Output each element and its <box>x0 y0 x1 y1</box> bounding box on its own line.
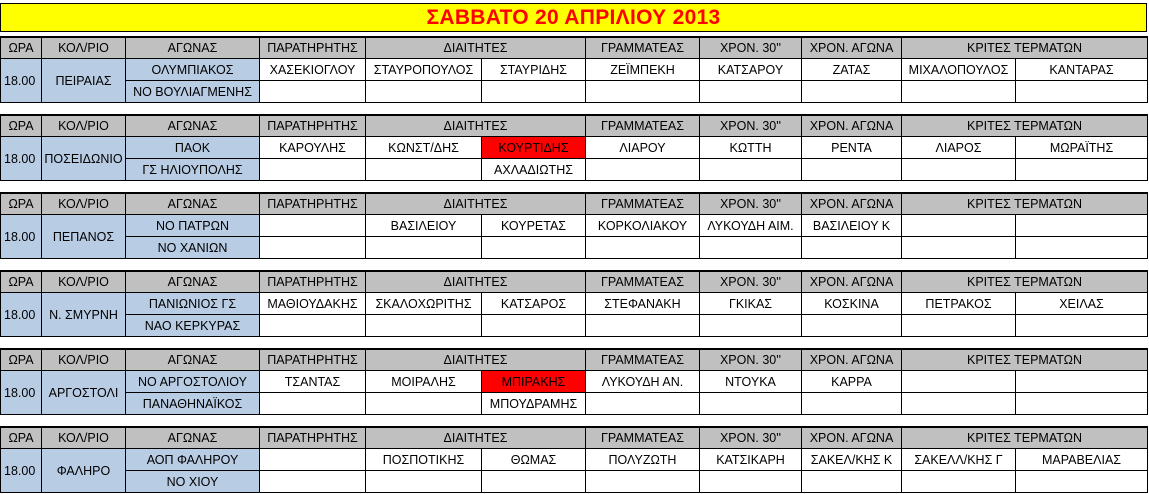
header-observer: ΠΑΡΑΤΗΡΗΤΗΣ <box>260 115 366 137</box>
timer30-cell: ΚΑΤΣΑΡΟΥ <box>700 59 802 81</box>
match-row-1 <box>1 449 1148 471</box>
match-time: 18.00 <box>1 215 42 259</box>
header-secretary: ΓΡΑΜΜΑΤΕΑΣ <box>586 193 700 215</box>
empty-cell <box>1016 315 1148 337</box>
match-timer-cell: ΒΑΣΙΛΕΙΟΥ Κ <box>802 215 902 237</box>
empty-cell <box>586 471 700 493</box>
header-pool: ΚΟΛ/ΡΙΟ <box>42 193 126 215</box>
empty-cell <box>700 237 802 259</box>
team-away: ΝΟ ΧΑΝΙΩΝ <box>126 237 260 259</box>
empty-cell <box>902 159 1016 181</box>
header-goal-judges: ΚΡΙΤΕΣ ΤΕΡΜΑΤΩΝ <box>902 193 1148 215</box>
observer-cell: ΚΑΡΟΥΛΗΣ <box>260 137 366 159</box>
header-goal-judges: ΚΡΙΤΕΣ ΤΕΡΜΑΤΩΝ <box>902 349 1148 371</box>
match-timer-cell: ΣΑΚΕΛ/ΚΗΣ Κ <box>802 449 902 471</box>
team-away: ΓΣ ΗΛΙΟΥΠΟΛΗΣ <box>126 159 260 181</box>
team-home: ΟΛΥΜΠΙΑΚΟΣ <box>126 59 260 81</box>
empty-cell <box>802 159 902 181</box>
empty-cell <box>366 237 482 259</box>
empty-cell <box>366 81 482 103</box>
header-secretary: ΓΡΑΜΜΑΤΕΑΣ <box>586 115 700 137</box>
empty-cell <box>902 393 1016 415</box>
secretary-cell: ΠΟΛΥΖΩΤΗ <box>586 449 700 471</box>
header-match-timer: ΧΡΟΝ. ΑΓΩΝΑ <box>802 37 902 59</box>
header-pool: ΚΟΛ/ΡΙΟ <box>42 115 126 137</box>
header-row <box>1 427 1148 449</box>
match-block <box>0 426 1148 493</box>
match-row-1 <box>1 215 1148 237</box>
team-home: ΠΑΟΚ <box>126 137 260 159</box>
match-row-1 <box>1 137 1148 159</box>
observer-cell <box>260 215 366 237</box>
empty-cell <box>902 315 1016 337</box>
secretary-cell: ΛΥΚΟΥΔΗ ΑΝ. <box>586 371 700 393</box>
empty-cell <box>366 393 482 415</box>
team-home: ΝΟ ΠΑΤΡΩΝ <box>126 215 260 237</box>
empty-cell <box>260 159 366 181</box>
header-match: ΑΓΩΝΑΣ <box>126 349 260 371</box>
header-match-timer: ΧΡΟΝ. ΑΓΩΝΑ <box>802 115 902 137</box>
match-row-2 <box>1 81 1148 103</box>
header-timer30: ΧΡΟΝ. 30'' <box>700 115 802 137</box>
header-row <box>1 349 1148 371</box>
goal-judge-2-cell: ΜΑΡΑΒΕΛΙΑΣ <box>1016 449 1148 471</box>
header-goal-judges: ΚΡΙΤΕΣ ΤΕΡΜΑΤΩΝ <box>902 271 1148 293</box>
referee-3-cell <box>482 471 586 493</box>
match-timer-cell: ΖΑΤΑΣ <box>802 59 902 81</box>
referee-3-cell: ΜΠΟΥΔΡΑΜΗΣ <box>482 393 586 415</box>
empty-cell <box>586 159 700 181</box>
referee-1-cell: ΚΩΝΣΤ/ΔΗΣ <box>366 137 482 159</box>
match-block <box>0 192 1148 259</box>
match-row-1 <box>1 371 1148 393</box>
referee-3-cell <box>482 81 586 103</box>
header-observer: ΠΑΡΑΤΗΡΗΤΗΣ <box>260 193 366 215</box>
referee-1-cell: ΜΟΙΡΑΛΗΣ <box>366 371 482 393</box>
empty-cell <box>700 393 802 415</box>
pool-name: ΠΕΙΡΑΙΑΣ <box>42 59 126 103</box>
observer-cell: ΜΑΘΙΟΥΔΑΚΗΣ <box>260 293 366 315</box>
header-match: ΑΓΩΝΑΣ <box>126 427 260 449</box>
empty-cell <box>802 471 902 493</box>
empty-cell <box>1016 471 1148 493</box>
referee-2-cell: ΚΟΥΡΤΙΔΗΣ <box>482 137 586 159</box>
referee-3-cell <box>482 315 586 337</box>
pool-name: ΠΟΣΕΙΔΩΝΙΟ <box>42 137 126 181</box>
header-timer30: ΧΡΟΝ. 30'' <box>700 427 802 449</box>
empty-cell <box>260 81 366 103</box>
header-row <box>1 37 1148 59</box>
timer30-cell: ΚΑΤΣΙΚΑΡΗ <box>700 449 802 471</box>
header-match: ΑΓΩΝΑΣ <box>126 271 260 293</box>
empty-cell <box>366 159 482 181</box>
match-row-2 <box>1 237 1148 259</box>
goal-judge-2-cell: ΚΑΝΤΑΡΑΣ <box>1016 59 1148 81</box>
header-timer30: ΧΡΟΝ. 30'' <box>700 193 802 215</box>
header-secretary: ΓΡΑΜΜΑΤΕΑΣ <box>586 427 700 449</box>
header-match-timer: ΧΡΟΝ. ΑΓΩΝΑ <box>802 193 902 215</box>
empty-cell <box>802 81 902 103</box>
empty-cell <box>902 237 1016 259</box>
team-home: ΝΟ ΑΡΓΟΣΤΟΛΙΟΥ <box>126 371 260 393</box>
match-row-1 <box>1 293 1148 315</box>
secretary-cell: ΖΕΪΜΠΕΚΗ <box>586 59 700 81</box>
header-pool: ΚΟΛ/ΡΙΟ <box>42 271 126 293</box>
empty-cell <box>586 237 700 259</box>
team-home: ΠΑΝΙΩΝΙΟΣ ΓΣ <box>126 293 260 315</box>
secretary-cell: ΚΟΡΚΟΛΙΑΚΟΥ <box>586 215 700 237</box>
empty-cell <box>902 471 1016 493</box>
header-referees: ΔΙΑΙΤΗΤΕΣ <box>366 349 586 371</box>
empty-cell <box>366 315 482 337</box>
header-row <box>1 193 1148 215</box>
match-time: 18.00 <box>1 449 42 493</box>
header-pool: ΚΟΛ/ΡΙΟ <box>42 37 126 59</box>
header-row <box>1 115 1148 137</box>
header-goal-judges: ΚΡΙΤΕΣ ΤΕΡΜΑΤΩΝ <box>902 37 1148 59</box>
empty-cell <box>1016 81 1148 103</box>
empty-cell <box>700 81 802 103</box>
team-away: ΝΟ ΧΙΟΥ <box>126 471 260 493</box>
empty-cell <box>586 81 700 103</box>
goal-judge-1-cell: ΜΙΧΑΛΟΠΟΥΛΟΣ <box>902 59 1016 81</box>
secretary-cell: ΛΙΑΡΟΥ <box>586 137 700 159</box>
secretary-cell: ΣΤΕΦΑΝΑΚΗ <box>586 293 700 315</box>
empty-cell <box>700 471 802 493</box>
match-timer-cell: ΡΕΝΤΑ <box>802 137 902 159</box>
observer-cell <box>260 449 366 471</box>
match-time: 18.00 <box>1 293 42 337</box>
header-time: ΩΡΑ <box>1 115 42 137</box>
header-match-timer: ΧΡΟΝ. ΑΓΩΝΑ <box>802 427 902 449</box>
header-secretary: ΓΡΑΜΜΑΤΕΑΣ <box>586 37 700 59</box>
header-match-timer: ΧΡΟΝ. ΑΓΩΝΑ <box>802 349 902 371</box>
header-match: ΑΓΩΝΑΣ <box>126 193 260 215</box>
empty-cell <box>802 237 902 259</box>
header-referees: ΔΙΑΙΤΗΤΕΣ <box>366 193 586 215</box>
goal-judge-1-cell: ΣΑΚΕΛΛ/ΚΗΣ Γ <box>902 449 1016 471</box>
header-match: ΑΓΩΝΑΣ <box>126 115 260 137</box>
header-time: ΩΡΑ <box>1 193 42 215</box>
header-observer: ΠΑΡΑΤΗΡΗΤΗΣ <box>260 349 366 371</box>
referee-2-cell: ΣΤΑΥΡΙΔΗΣ <box>482 59 586 81</box>
header-time: ΩΡΑ <box>1 37 42 59</box>
observer-cell: ΤΣΑΝΤΑΣ <box>260 371 366 393</box>
goal-judge-2-cell <box>1016 371 1148 393</box>
match-block <box>0 270 1148 337</box>
header-secretary: ΓΡΑΜΜΑΤΕΑΣ <box>586 349 700 371</box>
referee-2-cell: ΜΠΙΡΑΚΗΣ <box>482 371 586 393</box>
header-time: ΩΡΑ <box>1 271 42 293</box>
referee-1-cell: ΣΚΑΛΟΧΩΡΙΤΗΣ <box>366 293 482 315</box>
header-time: ΩΡΑ <box>1 427 42 449</box>
goal-judge-2-cell <box>1016 215 1148 237</box>
referee-3-cell: ΑΧΛΑΔΙΩΤΗΣ <box>482 159 586 181</box>
empty-cell <box>1016 237 1148 259</box>
header-observer: ΠΑΡΑΤΗΡΗΤΗΣ <box>260 427 366 449</box>
empty-cell <box>260 393 366 415</box>
empty-cell <box>700 159 802 181</box>
empty-cell <box>1016 393 1148 415</box>
header-referees: ΔΙΑΙΤΗΤΕΣ <box>366 427 586 449</box>
header-goal-judges: ΚΡΙΤΕΣ ΤΕΡΜΑΤΩΝ <box>902 115 1148 137</box>
match-block <box>0 36 1148 103</box>
team-away: ΝΑΟ ΚΕΡΚΥΡΑΣ <box>126 315 260 337</box>
timer30-cell: ΛΥΚΟΥΔΗ ΑΙΜ. <box>700 215 802 237</box>
match-timer-cell: ΚΑΡΡΑ <box>802 371 902 393</box>
match-row-2 <box>1 315 1148 337</box>
header-observer: ΠΑΡΑΤΗΡΗΤΗΣ <box>260 271 366 293</box>
referee-2-cell: ΘΩΜΑΣ <box>482 449 586 471</box>
team-away: ΝΟ ΒΟΥΛΙΑΓΜΕΝΗΣ <box>126 81 260 103</box>
goal-judge-2-cell: ΜΩΡΑΪΤΗΣ <box>1016 137 1148 159</box>
match-block <box>0 114 1148 181</box>
goal-judge-2-cell: ΧΕΙΛΑΣ <box>1016 293 1148 315</box>
header-referees: ΔΙΑΙΤΗΤΕΣ <box>366 37 586 59</box>
header-pool: ΚΟΛ/ΡΙΟ <box>42 427 126 449</box>
match-timer-cell: ΚΟΣΚΙΝΑ <box>802 293 902 315</box>
empty-cell <box>260 471 366 493</box>
header-match-timer: ΧΡΟΝ. ΑΓΩΝΑ <box>802 271 902 293</box>
empty-cell <box>700 315 802 337</box>
empty-cell <box>586 315 700 337</box>
timer30-cell: ΝΤΟΥΚΑ <box>700 371 802 393</box>
pool-name: Ν. ΣΜΥΡΝΗ <box>42 293 126 337</box>
header-goal-judges: ΚΡΙΤΕΣ ΤΕΡΜΑΤΩΝ <box>902 427 1148 449</box>
match-time: 18.00 <box>1 59 42 103</box>
header-row <box>1 271 1148 293</box>
header-timer30: ΧΡΟΝ. 30'' <box>700 271 802 293</box>
pool-name: ΠΕΠΑΝΟΣ <box>42 215 126 259</box>
observer-cell: ΧΑΣΕΚΙΟΓΛΟΥ <box>260 59 366 81</box>
empty-cell <box>802 393 902 415</box>
goal-judge-1-cell: ΠΕΤΡΑΚΟΣ <box>902 293 1016 315</box>
referee-1-cell: ΠΟΣΠΟΤΙΚΗΣ <box>366 449 482 471</box>
header-pool: ΚΟΛ/ΡΙΟ <box>42 349 126 371</box>
goal-judge-1-cell <box>902 215 1016 237</box>
referee-1-cell: ΣΤΑΥΡΟΠΟΥΛΟΣ <box>366 59 482 81</box>
match-time: 18.00 <box>1 371 42 415</box>
empty-cell <box>260 237 366 259</box>
referee-2-cell: ΚΑΤΣΑΡΟΣ <box>482 293 586 315</box>
header-referees: ΔΙΑΙΤΗΤΕΣ <box>366 271 586 293</box>
goal-judge-1-cell <box>902 371 1016 393</box>
empty-cell <box>366 471 482 493</box>
header-secretary: ΓΡΑΜΜΑΤΕΑΣ <box>586 271 700 293</box>
header-match: ΑΓΩΝΑΣ <box>126 37 260 59</box>
header-timer30: ΧΡΟΝ. 30'' <box>700 37 802 59</box>
empty-cell <box>902 81 1016 103</box>
sheet-title: ΣΑΒΒΑΤΟ 20 ΑΠΡΙΛΙΟΥ 2013 <box>0 3 1147 32</box>
match-block <box>0 348 1148 415</box>
match-time: 18.00 <box>1 137 42 181</box>
timer30-cell: ΓΚΙΚΑΣ <box>700 293 802 315</box>
header-referees: ΔΙΑΙΤΗΤΕΣ <box>366 115 586 137</box>
empty-cell <box>1016 159 1148 181</box>
header-timer30: ΧΡΟΝ. 30'' <box>700 349 802 371</box>
pool-name: ΑΡΓΟΣΤΟΛΙ <box>42 371 126 415</box>
empty-cell <box>260 315 366 337</box>
referee-3-cell <box>482 237 586 259</box>
match-row-2 <box>1 393 1148 415</box>
goal-judge-1-cell: ΛΙΑΡΟΣ <box>902 137 1016 159</box>
empty-cell <box>802 315 902 337</box>
header-time: ΩΡΑ <box>1 349 42 371</box>
timer30-cell: ΚΩΤΤΗ <box>700 137 802 159</box>
referee-1-cell: ΒΑΣΙΛΕΙΟΥ <box>366 215 482 237</box>
referee-2-cell: ΚΟΥΡΕΤΑΣ <box>482 215 586 237</box>
team-home: ΑΟΠ ΦΑΛΗΡΟΥ <box>126 449 260 471</box>
header-observer: ΠΑΡΑΤΗΡΗΤΗΣ <box>260 37 366 59</box>
empty-cell <box>586 393 700 415</box>
match-row-1 <box>1 59 1148 81</box>
pool-name: ΦΑΛΗΡΟ <box>42 449 126 493</box>
team-away: ΠΑΝΑΘΗΝΑΪΚΟΣ <box>126 393 260 415</box>
match-row-2 <box>1 471 1148 493</box>
match-row-2 <box>1 159 1148 181</box>
